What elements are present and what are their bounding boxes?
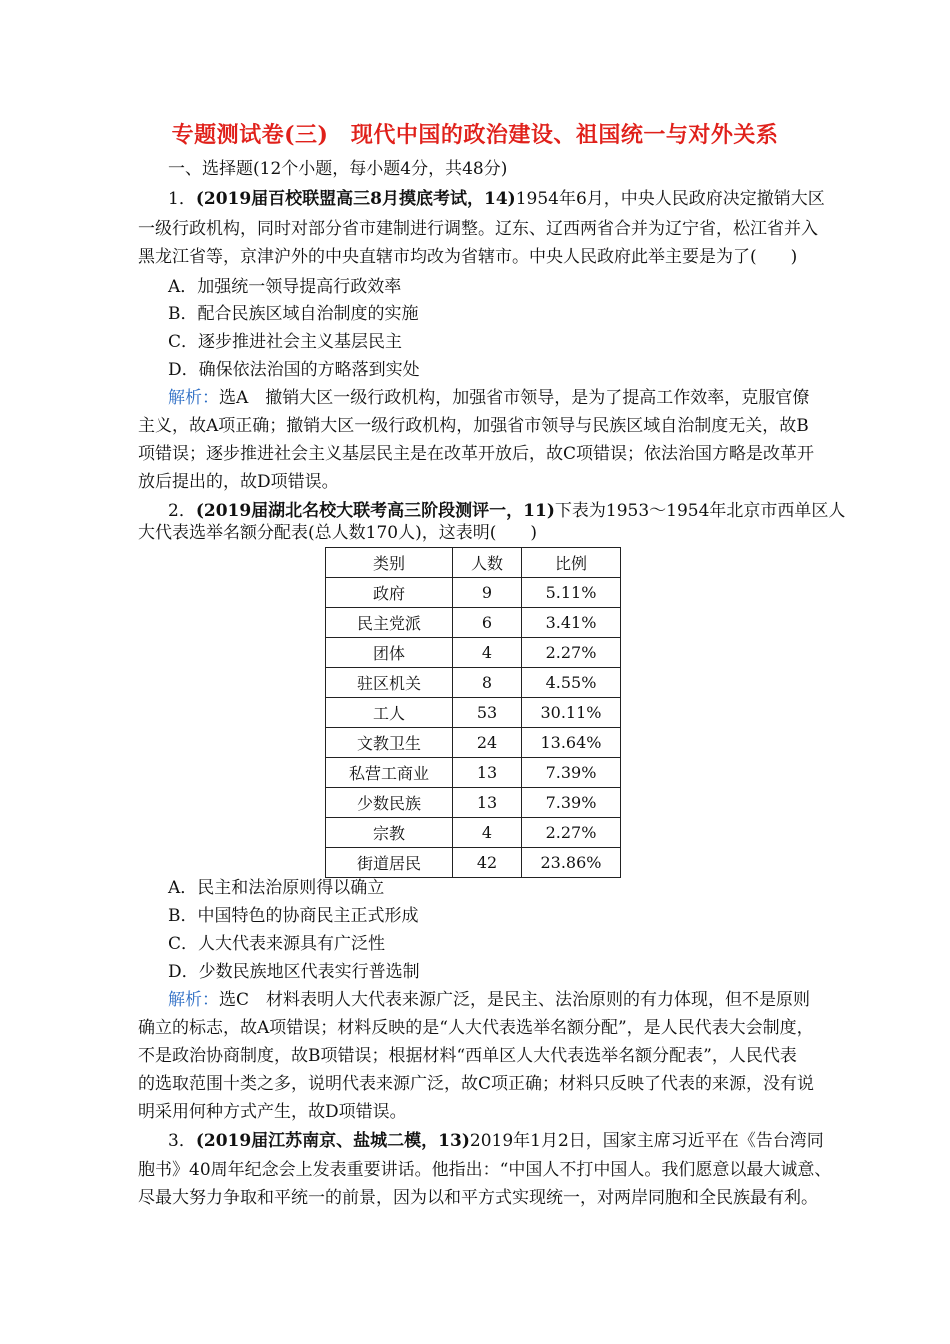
q1-stem-text: 1954年6月，中央人民政府决定撤销大区 [515,189,825,209]
table-row [326,608,621,638]
q1-source: (2019届百校联盟高三8月摸底考试，14) [195,189,516,209]
table-cell: 团体 [326,638,453,668]
table-cell: 4 [453,818,522,848]
q1-option-c: C．逐步推进社会主义基层民主 [168,332,403,352]
q1-analysis-label: 解析： [168,388,219,408]
table-cell: 工人 [326,698,453,728]
table-cell: 5.11% [522,578,621,608]
q3-source: (2019届江苏南京、盐城二模，13) [195,1131,470,1151]
table-cell: 53 [453,698,522,728]
table-cell: 民主党派 [326,608,453,638]
table-cell: 24 [453,728,522,758]
q1-analysis-text: 选A 撤销大区一级行政机构，加强省市领导，是为了提高工作效率，克服官僚 [219,388,810,408]
q2-number: 2． [168,501,196,521]
q3-stem-text: 2019年1月2日，国家主席习近平在《告台湾同 [469,1131,824,1151]
table-row [326,788,621,818]
q2-analysis-label: 解析： [168,990,219,1010]
table-row [326,638,621,668]
q3-stem-line-1 [168,1130,848,1152]
table-cell: 3.41% [522,608,621,638]
q2-option-b: B．中国特色的协商民主正式形成 [168,906,419,926]
q2-analysis-line-4: 的选取范围十类之多，说明代表来源广泛，故C项正确；材料只反映了代表的来源，没有说 [138,1074,815,1094]
table-cell: 私营工商业 [326,758,453,788]
table-cell: 4 [453,638,522,668]
table-row [326,698,621,728]
q2-source: (2019届湖北名校大联考高三阶段测评一，11) [195,501,555,521]
table-cell: 街道居民 [326,848,453,878]
q2-option-a: A．民主和法治原则得以确立 [168,878,385,898]
q3-stem-line-3: 尽最大努力争取和平统一的前景，因为以和平方式实现统一，对两岸同胞和全民族最有利。 [138,1188,818,1208]
table-cell: 8 [453,668,522,698]
table-cell: 13 [453,758,522,788]
q2-analysis-line-5: 明采用何种方式产生，故D项错误。 [138,1102,407,1122]
table-cell: 文教卫生 [326,728,453,758]
table-cell: 2.27% [522,638,621,668]
table-row [326,578,621,608]
q2-analysis-text: 选C 材料表明人大代表来源广泛，是民主、法治原则的有力体现，但不是原则 [219,990,811,1010]
q1-analysis-line-2: 主义，故A项正确；撤销大区一级行政机构，加强省市领导与民族区域自治制度无关，故B [138,416,809,436]
table-cell: 6 [453,608,522,638]
table-header-cell: 类别 [326,548,453,578]
table-cell: 13 [453,788,522,818]
table-cell: 42 [453,848,522,878]
q1-analysis-line-3: 项错误；逐步推进社会主义基层民主是在改革开放后，故C项错误；依法治国方略是改革开 [138,444,815,464]
q2-analysis-line-2: 确立的标志，故A项错误；材料反映的是“人大代表选举名额分配”，是人民代表大会制度， [138,1018,814,1038]
table-row [326,728,621,758]
table-cell: 宗教 [326,818,453,848]
q2-analysis-line-1 [168,989,848,1011]
table-row [326,758,621,788]
table-cell: 9 [453,578,522,608]
q2-option-c: C．人大代表来源具有广泛性 [168,934,386,954]
q1-analysis-line-4: 放后提出的，故D项错误。 [138,472,339,492]
table-cell: 4.55% [522,668,621,698]
q1-option-a: A．加强统一领导提高行政效率 [168,277,402,297]
q1-stem-line-1 [168,188,848,210]
q1-analysis-line-1 [168,387,848,409]
q2-option-d: D．少数民族地区代表实行普选制 [168,962,420,982]
q2-stem-line-2: 大代表选举名额分配表(总人数170人)，这表明( ) [138,523,537,543]
election-quota-table [325,547,621,878]
q2-analysis-line-3: 不是政治协商制度，故B项错误；根据材料“西单区人大代表选举名额分配表”，人民代表 [138,1046,797,1066]
table-header-row [326,548,621,578]
page-title: 专题测试卷(三) 现代中国的政治建设、祖国统一与对外关系 [171,122,779,148]
table-cell: 23.86% [522,848,621,878]
table-row [326,848,621,878]
section-heading: 一、选择题(12个小题，每小题4分，共48分) [168,159,508,179]
table-cell: 30.11% [522,698,621,728]
q3-stem-line-2: 胞书》40周年纪念会上发表重要讲话。他指出：“中国人不打中国人。我们愿意以最大诚意、 [138,1160,832,1180]
table-cell: 少数民族 [326,788,453,818]
q1-number: 1． [168,189,196,209]
table-header-cell: 人数 [453,548,522,578]
q2-stem-text: 下表为1953～1954年北京市西单区人 [554,501,846,521]
q1-option-d: D．确保依法治国的方略落到实处 [168,360,420,380]
table-row [326,818,621,848]
q1-stem-line-2: 一级行政机构，同时对部分省市建制进行调整。辽东、辽西两省合并为辽宁省，松江省并入 [138,219,818,239]
q3-number: 3． [168,1131,196,1151]
table-cell: 7.39% [522,758,621,788]
q1-stem-line-3: 黑龙江省等，京津沪外的中央直辖市均改为省辖市。中央人民政府此举主要是为了( ) [138,247,798,267]
table-cell: 13.64% [522,728,621,758]
table-cell: 7.39% [522,788,621,818]
table-cell: 驻区机关 [326,668,453,698]
q1-option-b: B．配合民族区域自治制度的实施 [168,304,419,324]
q2-stem-line-1 [168,500,848,522]
table-header-cell: 比例 [522,548,621,578]
table-cell: 政府 [326,578,453,608]
table-cell: 2.27% [522,818,621,848]
table-row [326,668,621,698]
